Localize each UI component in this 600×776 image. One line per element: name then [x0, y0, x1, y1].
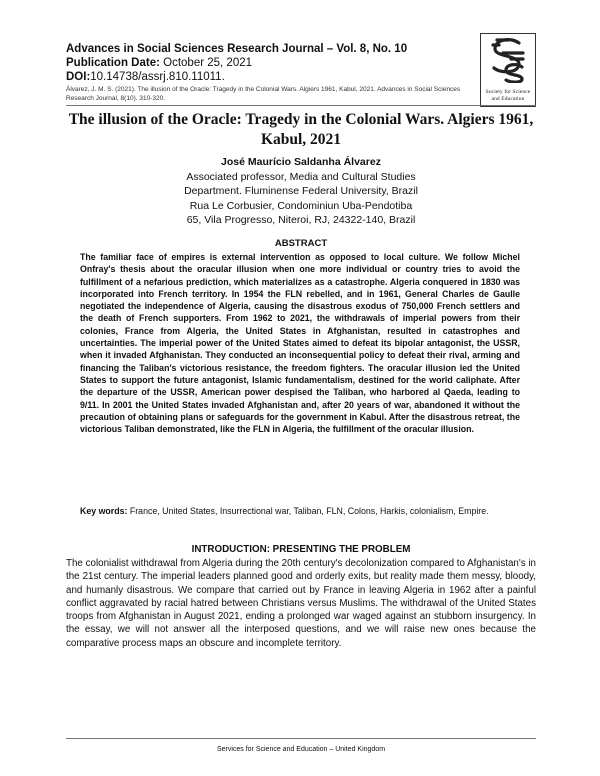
footer-divider: [66, 738, 536, 739]
publisher-logo: [480, 33, 536, 107]
footer-publisher: Services for Science and Education – United Kingdom: [216, 746, 386, 753]
introduction-heading: INTRODUCTION: PRESENTING THE PROBLEM: [191, 544, 411, 555]
author-city: 65, Vila Progresso, Niteroi, RJ, 24322-140, Brazil: [186, 214, 416, 226]
publication-date-line: [66, 56, 471, 70]
doi-line: [66, 70, 471, 84]
author-block: [66, 155, 536, 228]
keywords-label: Key words:: [80, 506, 128, 516]
author-street: Rua Le Corbusier, Condominiun Uba-Pendotiba: [189, 199, 413, 212]
abstract-text: The familiar face of empires is external intervention as opposed to local culture. We follow Michel Onfray's thesis about the oracular illusion when one more individual or country tries to avoid the fulfillment of a nefarious prediction, which materializes as a catastrophe. Algeria conquered in 1830 was incorporated into French territory. In 1954 the FLN rebelled, and in 1961, General Charles de Gaulle negotiated the independence of Algeria, causing the disastrous exodus of 750,000 French settlers and the death of French supporters. From 1962 to 2021, the withdrawals of imperial powers from their colonies, France from Algeria, the United States in Afghanistan, resulted in catastrophes and uncertainties. The imperial power of the United States aimed to defeat its bipolar antagonist, the USSR, when it invaded Afghanistan. They conducted an inconsequential policy to defeat their rival, arming and financing the Taliban's victorious resistance, the freedom fighters. The oracular illusion led the United States to support the future antagonist, Islamic fundamentalism, destined for the world caliphate. After the departure of the USSR, American power despised the Taliban, who harbored al Qaeda, leading to 9/11. In 2001 the United States invaded Afghanistan and, after 20 years of war, abandoned it without the precaution of obtaining plans or safeguards for the government in Kabul. After the disastrous retreat, the victorious Taliban demonstrated, like the FLN in Algeria, the fulfillment of the oracular illusion.: [80, 252, 520, 435]
doi-label: DOI:: [66, 71, 91, 83]
author-department: Department. Fluminense Federal University, Brazil: [184, 185, 418, 197]
sse-logo-icon: [489, 37, 527, 83]
logo-caption: [482, 89, 534, 103]
author-position: Associated professor, Media and Cultural Studies: [186, 170, 416, 183]
doi-link[interactable]: 10.14738/assrj.810.11011.: [90, 71, 225, 83]
author-name: José Maurício Saldanha Álvarez: [221, 156, 381, 168]
paper-title: The illusion of the Oracle: Tragedy in the Colonial Wars. Algiers 1961, Kabul, 2021: [68, 111, 534, 148]
journal-info: [66, 42, 471, 84]
abstract-heading: ABSTRACT: [274, 238, 328, 249]
keywords: [80, 505, 520, 517]
logo-caption-line-2: and Education: [491, 96, 525, 102]
publication-date: October 25, 2021: [163, 57, 253, 69]
logo-caption-line-1: Society for Science: [485, 89, 531, 95]
publication-date-label: Publication Date:: [66, 57, 160, 69]
introduction-text: The colonialist withdrawal from Algeria during the 20th century's decolonization compared to Afghanistan's in the 21st century. The imperial leaders planned good and orderly exits, but reality made them messy, bloody, and humanly disastrous. We compare that carried out by France in leaving Algeria in 1962 after a painful conflict aggravated by racial hatred between Christians versus Muslims. The withdrawal of the United States troops from Afghanistan in August 2021, ending a prolonged war waged against an stubborn insurgency. In the essay, we will not answer all the interposed questions, and we will raise new ones because the comparative process maps an obscure and incomplete territory.: [66, 558, 536, 649]
journal-name: Advances in Social Sciences Research Journal – Vol. 8, No. 10: [66, 43, 408, 55]
citation: Álvarez, J. M. S. (2021). The illusion of the Oracle: Tragedy in the Colonial Wars. Algiers 1961, Kabul, 2021. Advances in Social Sciences Research Journal, 8(10). 310-320.: [66, 86, 461, 102]
header-divider: [66, 105, 536, 106]
keywords-list: France, United States, Insurrectional war, Taliban, FLN, Colons, Harkis, colonialism, Empire.: [129, 506, 489, 516]
